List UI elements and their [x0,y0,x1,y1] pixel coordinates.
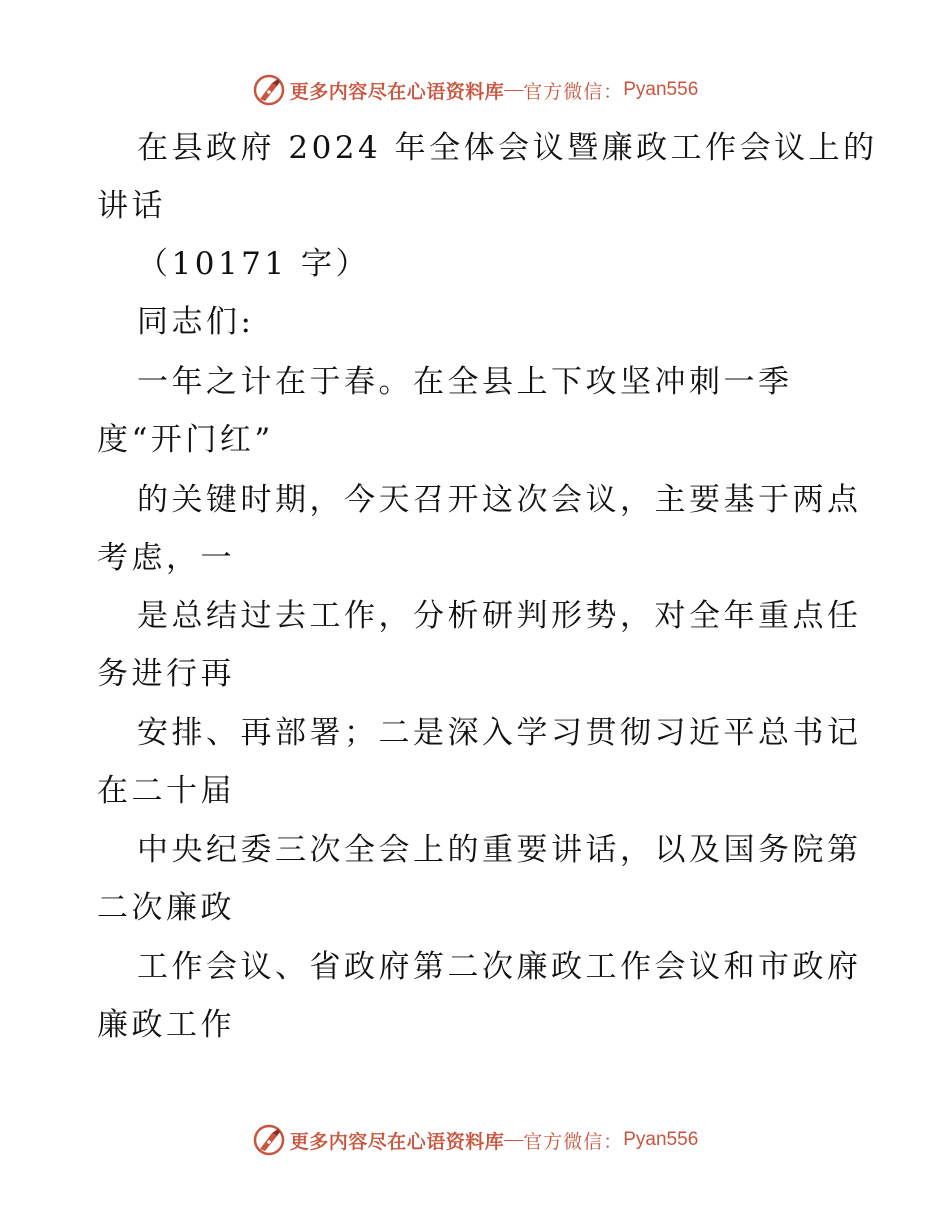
watermark-wechat-id: Pyan556 [623,79,699,100]
doc-paragraph-line: 的关键时期，今天召开这次会议，主要基于两点 [137,482,862,518]
doc-paragraph-line: 在二十届 [97,773,235,809]
watermark-dash: — [504,1129,524,1150]
doc-paragraph-line: 安排、再部署；二是深入学习贯彻习近平总书记 [137,715,862,751]
doc-paragraph-line: 度“开门红” [97,422,274,458]
doc-paragraph-line: 二次廉政 [97,890,235,926]
doc-paragraph-line: 廉政工作 [97,1007,235,1043]
doc-paragraph-line: 工作会议、省政府第二次廉政工作会议和市政府 [137,949,862,985]
doc-paragraph-line: 考虑，一 [97,540,235,576]
pen-nib-circle-icon [252,73,286,107]
doc-paragraph-line: 务进行再 [97,656,235,692]
watermark-main-text: 更多内容尽在心语资料库 [289,81,505,103]
doc-paragraph-line: 中央纪委三次全会上的重要讲话，以及国务院第 [137,832,862,868]
doc-paragraph-line: 是总结过去工作，分析研判形势，对全年重点任 [137,598,862,634]
watermark-wechat-label: 官方微信： [523,81,624,103]
doc-title-line-2: 讲话 [97,188,166,224]
doc-word-count: （10171 字） [137,246,370,282]
watermark-dash: — [504,79,524,100]
pen-nib-circle-icon [252,1123,286,1157]
doc-paragraph-line: 一年之计在于春。在全县上下攻坚冲刺一季 [137,364,793,400]
watermark-wechat-id: Pyan556 [623,1129,699,1150]
footer-watermark [0,1120,950,1160]
doc-salutation: 同志们: [137,304,255,340]
doc-title-line-1: 在县政府 2024 年全体会议暨廉政工作会议上的 [137,130,878,166]
header-watermark [0,70,950,110]
watermark-main-text: 更多内容尽在心语资料库 [289,1131,505,1153]
watermark-wechat-label: 官方微信： [523,1131,624,1153]
